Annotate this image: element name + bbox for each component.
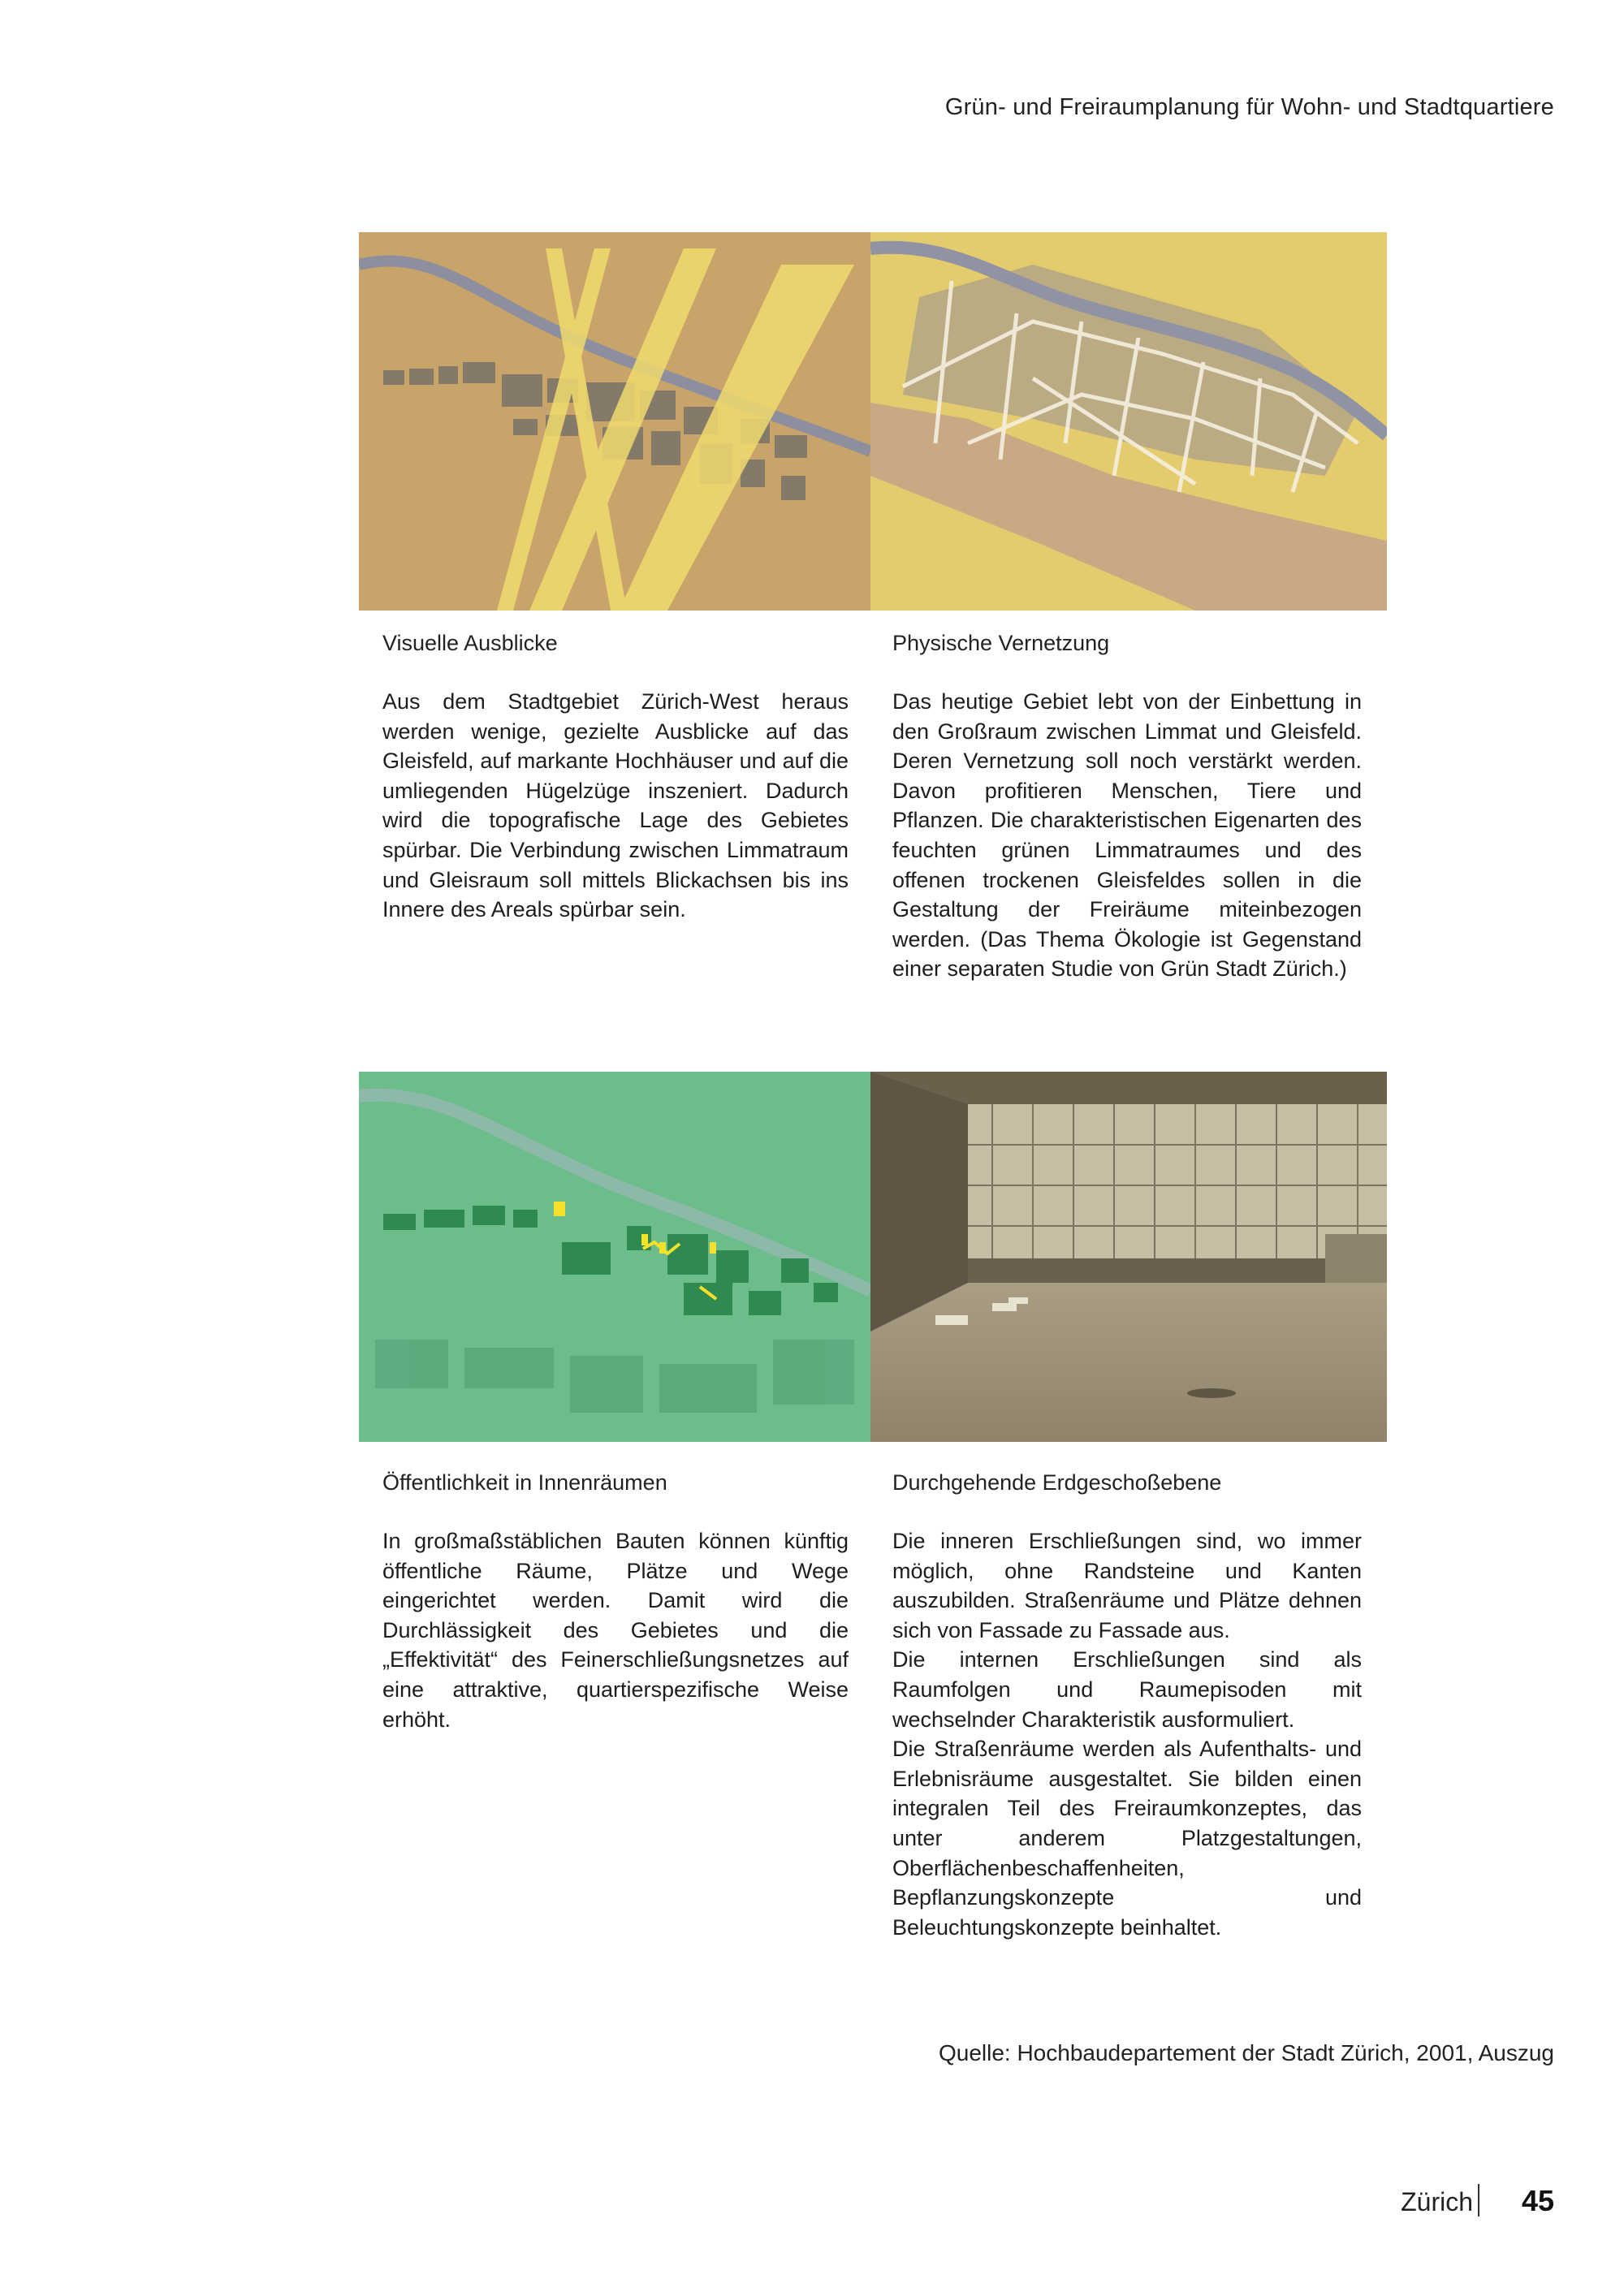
panel-1-text: Aus dem Stadtgebiet Zürich-West heraus werden wenige, gezielte Ausblicke auf das Gleisfeld, auf markante Hochhäuser und auf die umliegenden Hügelzüge inszeniert. Dadurch wird die topografische Lage des Gebietes spürbar. Die Verbindung zwischen Limmatraum und Gleisraum soll mittels Blickachsen bis ins Innere des Areals spürbar sein.	[382, 689, 849, 922]
footer-place: Zürich	[1401, 2187, 1473, 2216]
panel-4-text: Die inneren Erschließungen sind, wo immer möglich, ohne Randsteine und Kanten auszubilden. Straßenräume und Plätze dehnen sich von Fassade zu Fassade aus. Die internen Erschließungen sind als Raumfolgen und Raumepisoden mit wechselnder Charakteristik ausformuliert. Die Straßenräume werden als Aufenthalts- und Erlebnisräume ausgestaltet. Sie bilden einen integralen Teil des Freiraumkonzeptes, das unter anderem Platzgestaltungen, Oberflächenbeschaffenheiten, Bepflanzungskonzepte und Beleuchtungskonzepte beinhaltet.	[892, 1529, 1362, 1940]
panel-1-title: Visuelle Ausblicke	[382, 631, 558, 655]
footer-separator	[1478, 2184, 1479, 2216]
source-citation: Quelle: Hochbaudepartement der Stadt Zürich, 2001, Auszug	[938, 2040, 1554, 2065]
panel-3-text: In großmaßstäblichen Bauten können künftig öffentliche Räume, Plätze und Wege eingerichtet werden. Damit wird die Durchlässigkeit des Gebietes und die „Effektivität“ des Feinerschließungsnetzes auf eine attraktive, quartierspezifische Weise erhöht.	[382, 1529, 849, 1732]
photo-ground-floor-level	[870, 1072, 1387, 1442]
panel-4-title: Durchgehende Erdgeschoßebene	[892, 1470, 1222, 1495]
running-title: Grün- und Freiraumplanung für Wohn- und Stadtquartiere	[944, 94, 1554, 120]
page-number: 45	[1521, 2184, 1554, 2217]
map-public-interiors	[359, 1072, 870, 1442]
map-physical-network	[870, 232, 1387, 611]
panel-2-text: Das heutige Gebiet lebt von der Einbettung in den Großraum zwischen Limmat und Gleisfeld. Deren Vernetzung soll noch verstärkt werden. Davon profitieren Menschen, Tiere und Pflanzen. Die charakteristischen Eigenarten des feuchten grünen Limmatraumes und des offenen trockenen Gleisfeldes sollen in die Gestaltung der Freiräume miteinbezogen werden. (Das Thema Ökologie ist Gegenstand einer separaten Studie von Grün Stadt Zürich.)	[892, 689, 1362, 982]
panel-3-title: Öffentlichkeit in Innenräumen	[382, 1470, 667, 1495]
map-visual-axes	[359, 232, 870, 611]
panel-2-title: Physische Vernetzung	[892, 631, 1110, 655]
